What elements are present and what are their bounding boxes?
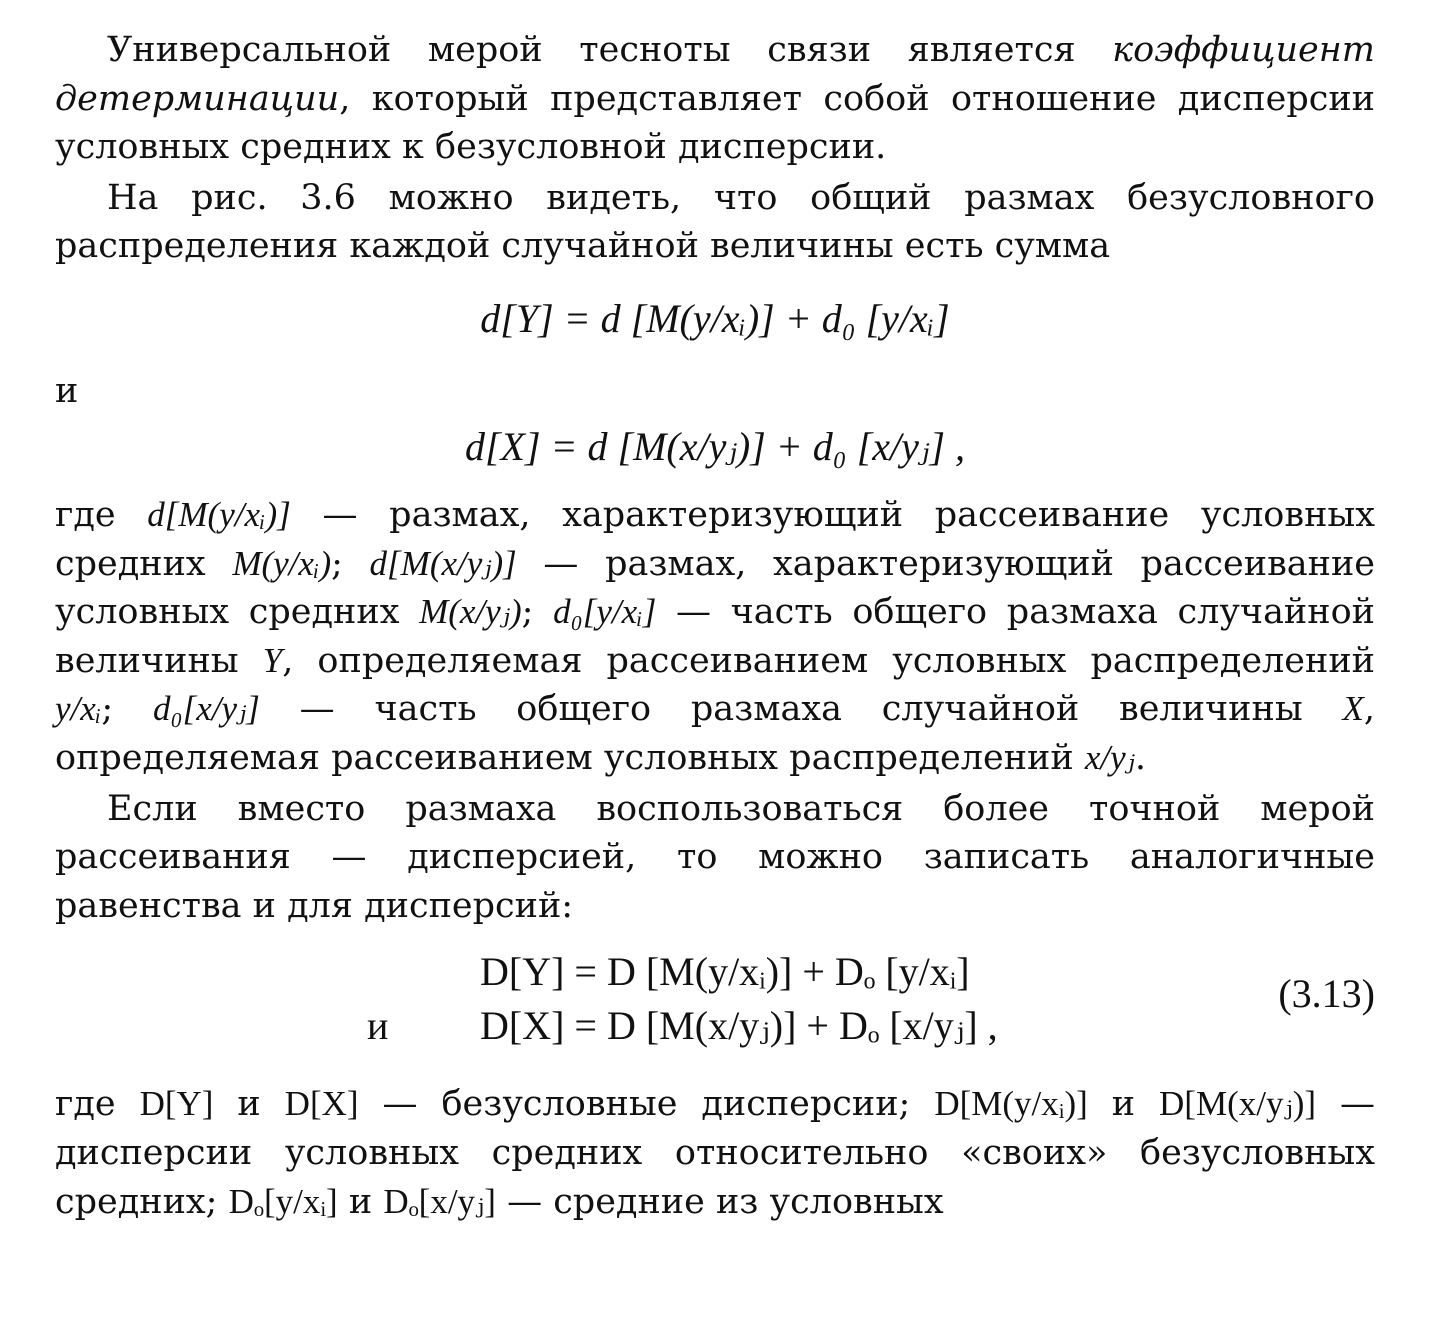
equation-dispersion-x: D[X] = D [M(x/yⱼ)] + Dₒ [x/yⱼ] , <box>480 1003 998 1049</box>
conjunction-and: и <box>55 370 79 411</box>
equation-number: (3.13) <box>1278 971 1375 1017</box>
paragraph-range-sum: На рис. 3.6 можно видеть, что общий размах безусловного распределения каждой случайной величины есть сумма <box>55 177 1375 267</box>
document-page <box>55 26 1375 1226</box>
paragraph-range-definitions: где d[M(y/xᵢ)] — размах, характеризующий рассеивание условных средних M(y/xᵢ); d[M(x/yⱼ)] — размах, характеризующий рассеивание условных средних M(x/yⱼ); d₀[y/xᵢ] — часть общего размаха случайной величины Y, определяемая рассеиванием условных распределений y/xᵢ; d₀[x/yⱼ] — часть общего размаха случайной величины X, определяемая рассеиванием условных распределений x/yⱼ. <box>55 494 1376 778</box>
equation-range-x: d[X] = d [M(x/yⱼ)] + d₀ [x/yⱼ] , <box>464 423 966 469</box>
equation-conjunction-and: и <box>367 1003 389 1049</box>
equation-dispersion-y: D[Y] = D [M(y/xᵢ)] + Dₒ [y/xᵢ] <box>480 949 970 995</box>
paragraph-dispersion-intro: Если вместо размаха воспользоваться более точной мерой рассеивания — дисперсией, то можно записать аналогичные равенства и для дисперсий: <box>55 788 1375 926</box>
paragraph-intro: Универсальной мерой тесноты связи является коэффициент детерминации, который представляет собой отношение дисперсии условных средних к безусловной дисперсии. <box>55 30 1375 168</box>
paragraph-dispersion-definitions: где D[Y] и D[X] — безусловные дисперсии; D[M(y/xᵢ)] и D[M(x/yⱼ)] — дисперсии условных средних относительно «своих» безусловных средних; Dₒ[y/xᵢ] и Dₒ[x/yⱼ] — средние из условных <box>55 1084 1375 1222</box>
equation-range-y: d[Y] = d [M(y/xᵢ)] + d₀ [y/xᵢ] <box>480 295 950 341</box>
term-determination-coefficient: коэффициент детерминации <box>55 30 1375 119</box>
equation-block-3-13 <box>55 940 1375 1070</box>
